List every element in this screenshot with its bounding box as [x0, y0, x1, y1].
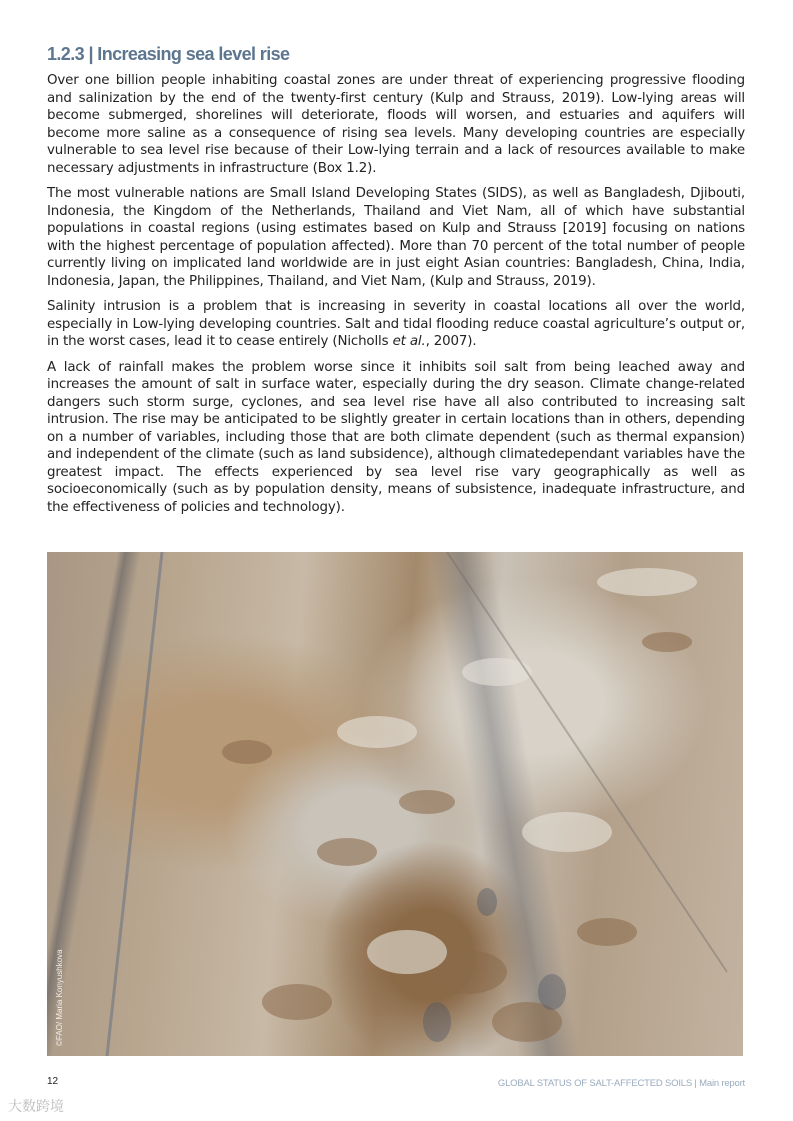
photo-texture: [47, 552, 743, 1056]
page-number: 12: [47, 1076, 59, 1087]
body-text: [47, 72, 745, 524]
italic-text: et al.: [392, 334, 426, 349]
section-title: Increasing sea level rise: [97, 44, 290, 64]
watermark: 大数跨境: [8, 1099, 64, 1115]
text: , 2007).: [425, 334, 477, 349]
paragraph: The most vulnerable nations are Small Island Developing States (SIDS), as well as Bangladesh, Djibouti, Indonesia, the Kingdom of the Netherlands, Thailand and Viet Nam, all of which have substantial populations in coastal regions (using estimates based on Kulp and Strauss [2019] focusing on nations with the highest percentage of population affected). More than 70 percent of the total number of people currently living on implicated land worldwide are in just eight Asian countries: Bangladesh, China, India, Indonesia, Japan, the Philippines, Thailand, and Viet Nam, (Kulp and Strauss, 2019).: [47, 186, 745, 289]
salt-affected-soil-photo: [47, 552, 743, 1056]
section-heading: 1.2.3 | Increasing sea level rise: [47, 44, 290, 64]
report-part: Main report: [699, 1078, 745, 1089]
section-number: 1.2.3: [47, 44, 85, 64]
paragraph: [47, 298, 745, 351]
paragraph: Over one billion people inhabiting coastal zones are under threat of experiencing progressive flooding and salinization by the end of the twenty-first century (Kulp and Strauss, 2019). Low-lying areas will become submerged, shorelines will deteriorate, floods will worsen, and estuaries and aquifers will become more saline as a consequence of rising sea levels. Many developing countries are especially vulnerable to sea level rise because of their Low-lying terrain and a lack of resources available to make necessary adjustments in infrastructure (Box 1.2).: [47, 73, 745, 176]
text: Salinity intrusion is a problem that is increasing in severity in coastal locations all over the world, especially in Low-lying developing countries. Salt and tidal flooding reduce coastal agriculture’s output or, in the worst cases, lead it to cease entirely (Nicholls: [47, 299, 745, 349]
running-footer: [498, 1078, 745, 1089]
photo-credit: ©FAO/ Maria Konyushkova: [55, 949, 64, 1046]
separator: |: [691, 1078, 700, 1089]
report-title: GLOBAL STATUS OF SALT-AFFECTED SOILS: [497, 1078, 692, 1089]
paragraph: A lack of rainfall makes the problem worse since it inhibits soil salt from being leached away and increases the amount of salt in surface water, especially during the dry season. Climate change-related dangers such storm surge, cyclones, and sea level rise have all also contributed to increasing salt intrusion. The rise may be anticipated to be slightly greater in certain locations than in others, depending on a number of variables, including those that are both climate dependent (such as thermal expansion) and independent of the climate (such as land subsidence), although climatedependant variables have the greatest impact. The effects experienced by sea level rise vary geographically as well as socioeconomically (such as by population density, means of subsistence, inadequate infrastructure, and the effectiveness of policies and technology).: [47, 359, 745, 515]
